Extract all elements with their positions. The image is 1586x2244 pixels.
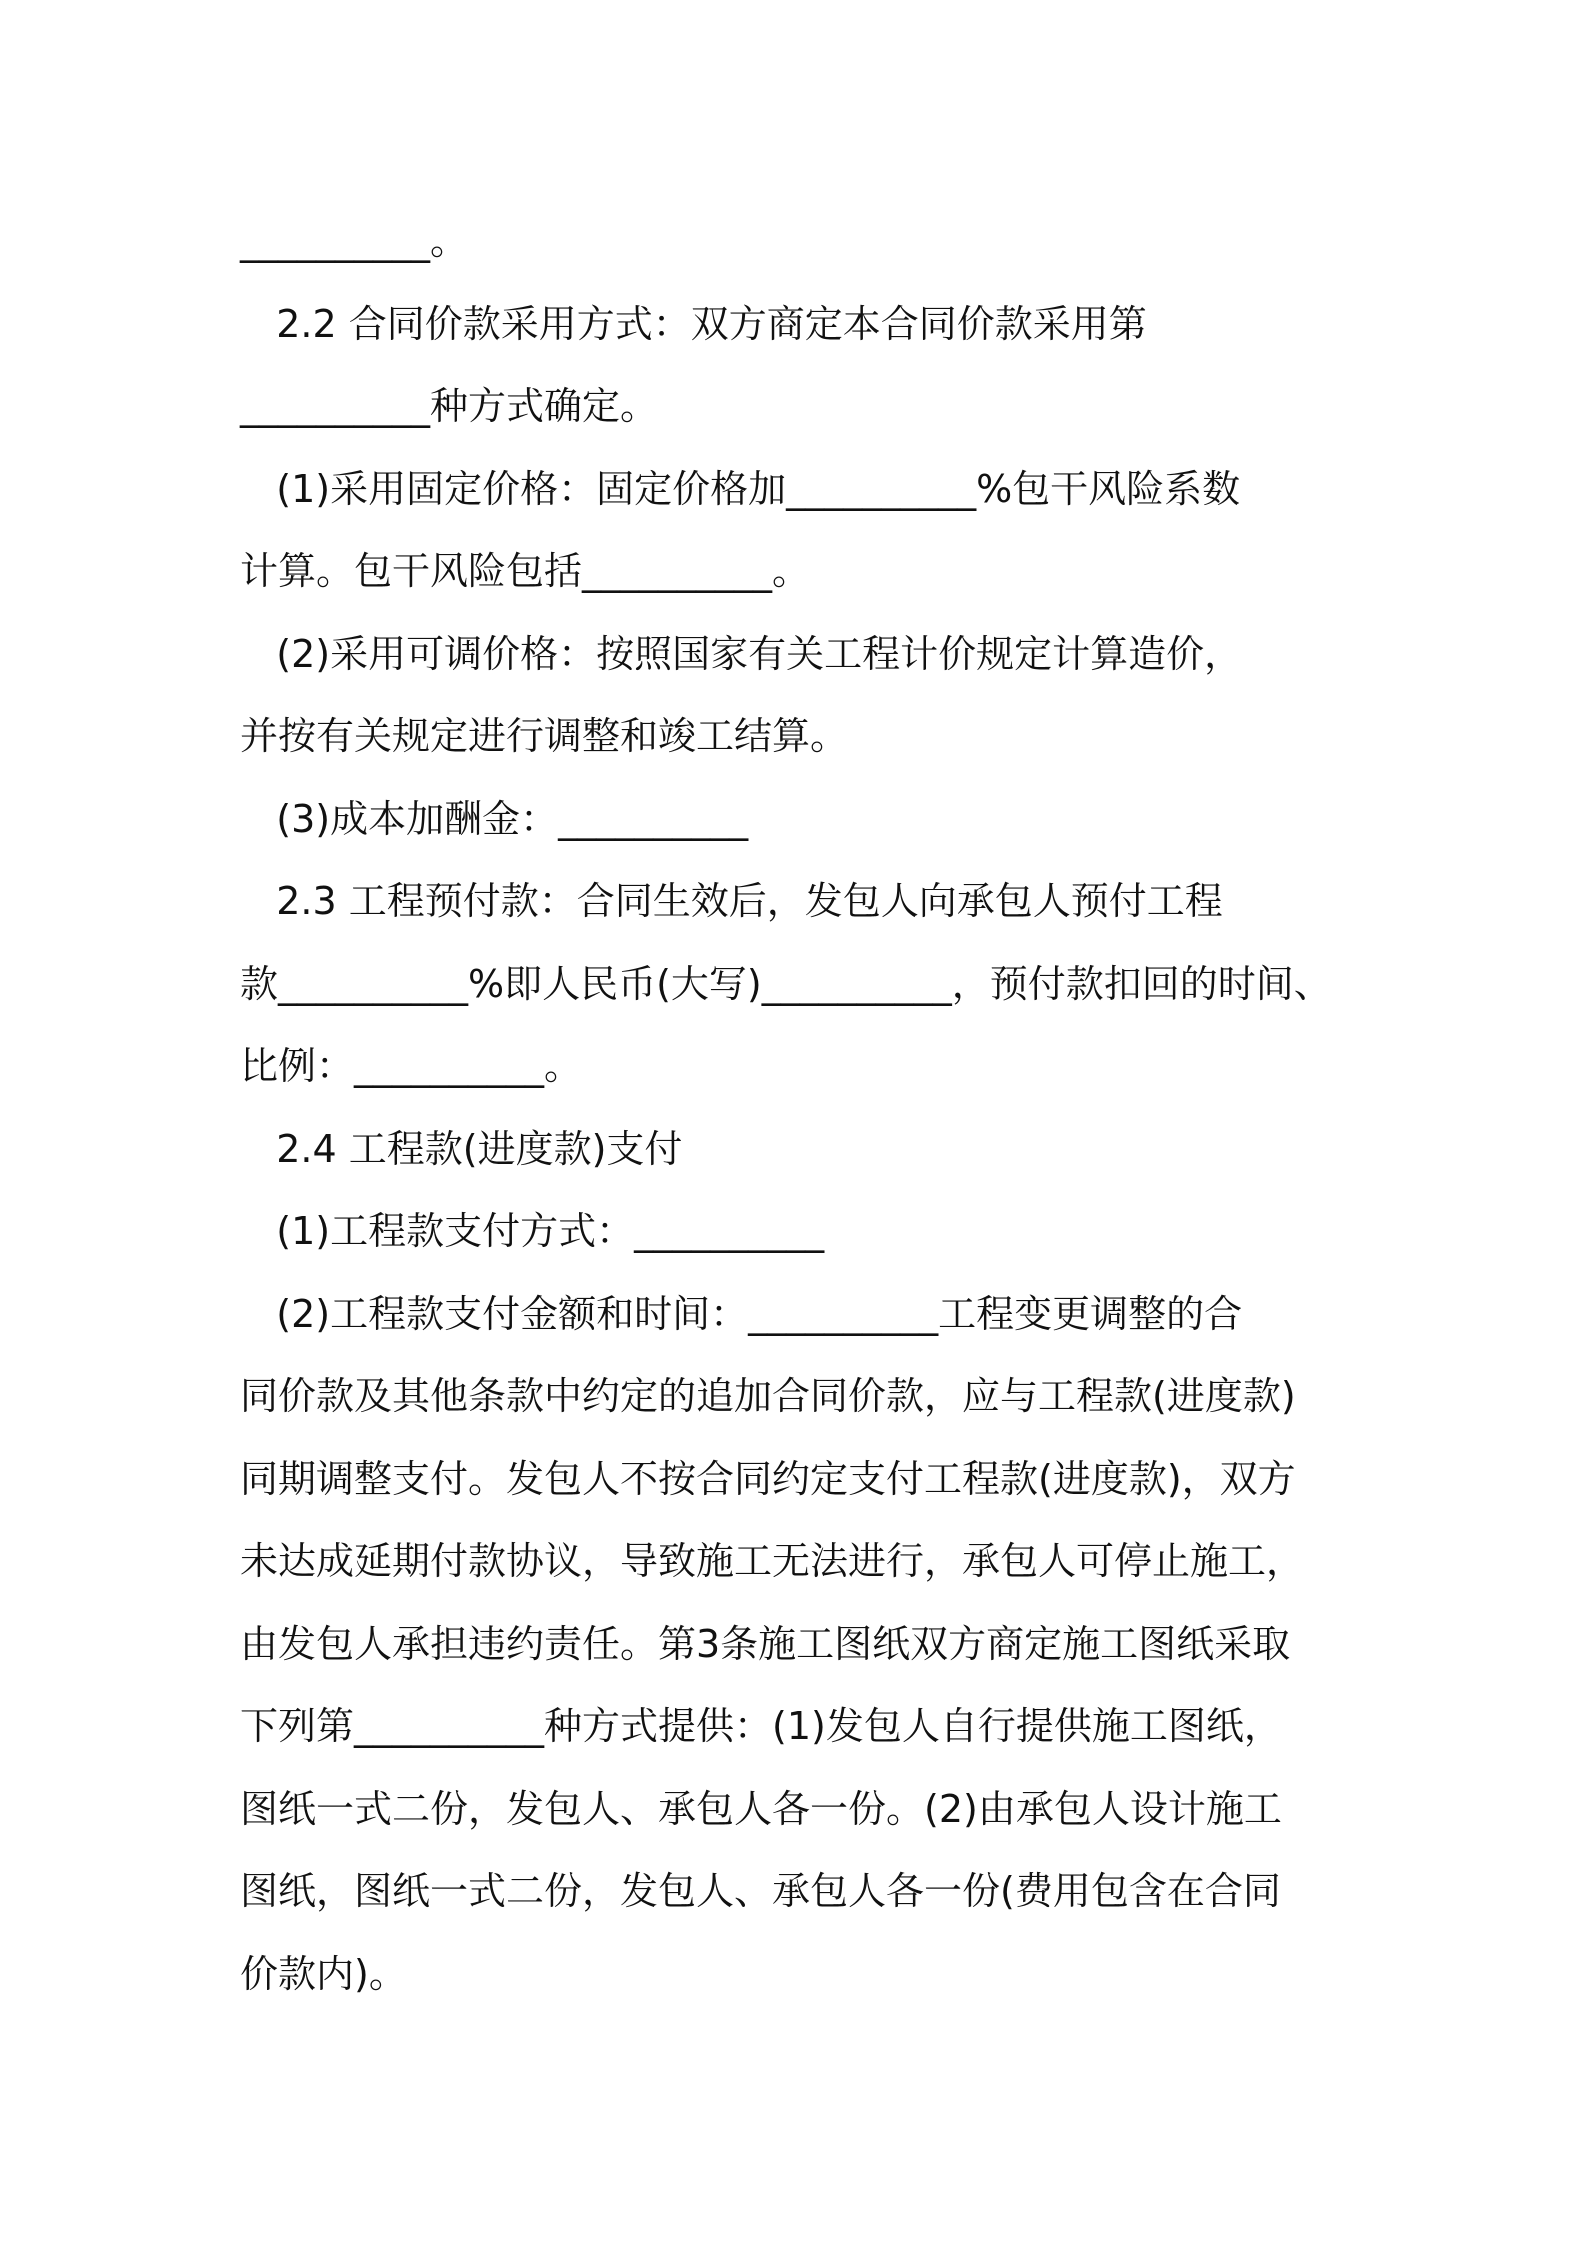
text-line: 未达成延期付款协议，导致施工无法进行，承包人可停止施工，: [240, 1539, 1305, 1583]
text-line: __________种方式确定。: [240, 384, 659, 428]
text-line: 2.4 工程款(进度款)支付: [240, 1126, 683, 1171]
text-line: (3)成本加酬金：__________: [240, 796, 749, 841]
text-line: 同期调整支付。发包人不按合同约定支付工程款(进度款)，双方: [240, 1456, 1296, 1501]
text-line: 由发包人承担违约责任。第3条施工图纸双方商定施工图纸采取: [240, 1621, 1291, 1666]
text-line: (1)工程款支付方式：__________: [240, 1209, 825, 1253]
text-line: 下列第__________种方式提供：(1)发包人自行提供施工图纸，: [240, 1704, 1282, 1748]
contract-text-body: [240, 200, 1360, 2015]
text-line: (2)工程款支付金额和时间：__________工程变更调整的合: [240, 1291, 1243, 1336]
text-line: 计算。包干风险包括__________。: [240, 549, 811, 593]
text-line: 并按有关规定进行调整和竣工结算。: [240, 714, 849, 758]
text-line: 比例：__________。: [240, 1044, 583, 1088]
text-line: 款__________%即人民币(大写)__________，预付款扣回的时间、: [240, 961, 1332, 1006]
text-line: 图纸一式二份，发包人、承包人各一份。(2)由承包人设计施工: [240, 1786, 1282, 1831]
text-line: 价款内)。: [240, 1951, 407, 1996]
text-line: 2.3 工程预付款：合同生效后，发包人向承包人预付工程: [240, 879, 1223, 923]
text-line: (2)采用可调价格：按照国家有关工程计价规定计算造价，: [240, 631, 1243, 676]
text-line: __________。: [240, 219, 469, 263]
text-line: 同价款及其他条款中约定的追加合同价款，应与工程款(进度款): [240, 1374, 1296, 1418]
text-line: 图纸，图纸一式二份，发包人、承包人各一份(费用包含在合同: [240, 1869, 1281, 1913]
text-line: 2.2 合同价款采用方式：双方商定本合同价款采用第: [240, 301, 1147, 346]
text-line: (1)采用固定价格：固定价格加__________%包干风险系数: [240, 466, 1241, 511]
